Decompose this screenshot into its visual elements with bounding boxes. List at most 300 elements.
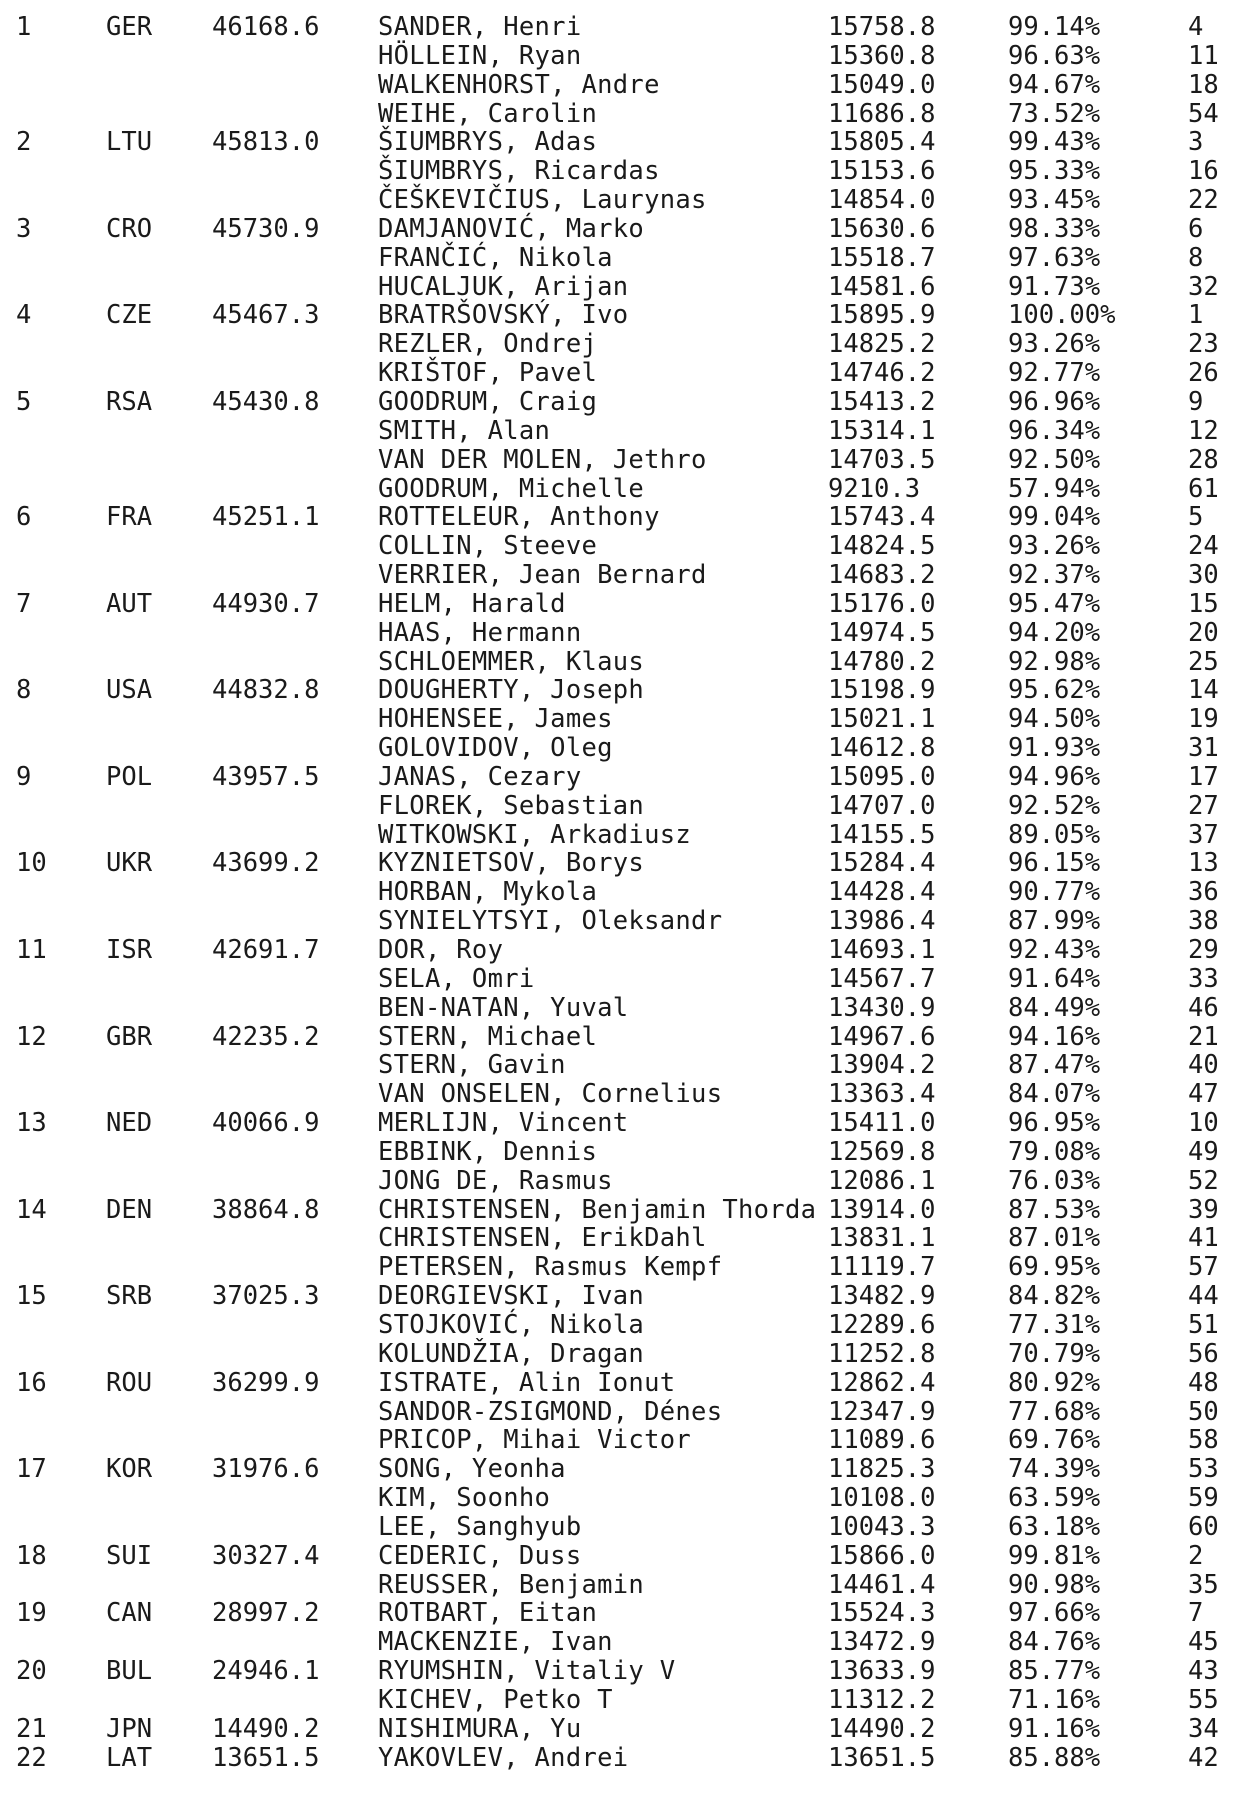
table-row: [0, 1657, 1242, 1686]
shooter-place: 31: [1188, 733, 1219, 764]
shooter-score: 14567.7: [828, 963, 936, 994]
shooter-place: 43: [1188, 1656, 1219, 1687]
shooter-score: 14683.2: [828, 560, 936, 591]
shooter-name: CEDERIC, Duss: [378, 1540, 582, 1571]
shooter-percent: 63.18%: [1008, 1511, 1101, 1542]
table-row: [0, 1023, 1242, 1052]
shooter-score: 14974.5: [828, 617, 936, 648]
shooter-percent: 80.92%: [1008, 1367, 1101, 1398]
shooter-score: 10108.0: [828, 1483, 936, 1514]
team-rank: 18: [16, 1540, 47, 1571]
table-row: [0, 1253, 1242, 1282]
shooter-place: 16: [1188, 156, 1219, 187]
table-row: [0, 503, 1242, 532]
shooter-percent: 69.76%: [1008, 1425, 1101, 1456]
shooter-score: 14746.2: [828, 358, 936, 389]
table-row: [0, 1051, 1242, 1080]
shooter-place: 18: [1188, 69, 1219, 100]
shooter-score: 15866.0: [828, 1540, 936, 1571]
nation-code: POL: [106, 761, 153, 792]
shooter-percent: 90.77%: [1008, 877, 1101, 908]
shooter-score: 15411.0: [828, 1108, 936, 1139]
shooter-place: 50: [1188, 1396, 1219, 1427]
shooter-place: 9: [1188, 386, 1204, 417]
shooter-place: 1: [1188, 300, 1204, 331]
table-row: [0, 763, 1242, 792]
shooter-name: CHRISTENSEN, Benjamin Thorda: [378, 1194, 817, 1225]
shooter-name: SANDER, Henri: [378, 12, 582, 42]
shooter-percent: 92.50%: [1008, 444, 1101, 475]
shooter-score: 12289.6: [828, 1309, 936, 1340]
table-row: [0, 475, 1242, 504]
shooter-score: 11825.3: [828, 1454, 936, 1485]
shooter-place: 17: [1188, 761, 1219, 792]
table-row: [0, 244, 1242, 273]
shooter-name: CHRISTENSEN, ErikDahl: [378, 1223, 707, 1254]
team-total: 30327.4: [212, 1540, 320, 1571]
shooter-percent: 93.26%: [1008, 329, 1101, 360]
table-row: [0, 388, 1242, 417]
team-total: 28997.2: [212, 1598, 320, 1629]
shooter-score: 14612.8: [828, 733, 936, 764]
nation-code: ISR: [106, 935, 153, 965]
team-rank: 3: [16, 213, 32, 244]
shooter-name: EBBINK, Dennis: [378, 1136, 598, 1167]
shooter-place: 58: [1188, 1425, 1219, 1456]
table-row: [0, 157, 1242, 186]
shooter-place: 52: [1188, 1165, 1219, 1196]
table-row: [0, 1628, 1242, 1657]
shooter-percent: 99.14%: [1008, 12, 1101, 42]
shooter-score: 9210.3: [828, 473, 921, 504]
shooter-place: 47: [1188, 1079, 1219, 1110]
shooter-place: 53: [1188, 1454, 1219, 1485]
nation-code: AUT: [106, 588, 153, 619]
shooter-place: 25: [1188, 646, 1219, 677]
shooter-percent: 97.63%: [1008, 242, 1101, 273]
team-total: 45730.9: [212, 213, 320, 244]
team-rank: 13: [16, 1108, 47, 1139]
shooter-score: 12569.8: [828, 1136, 936, 1167]
shooter-percent: 91.73%: [1008, 271, 1101, 302]
shooter-percent: 92.52%: [1008, 790, 1101, 821]
team-rank: 16: [16, 1367, 47, 1398]
shooter-place: 35: [1188, 1569, 1219, 1600]
team-total: 43699.2: [212, 848, 320, 879]
shooter-name: REUSSER, Benjamin: [378, 1569, 645, 1600]
table-row: [0, 965, 1242, 994]
shooter-place: 38: [1188, 906, 1219, 937]
table-row: [0, 330, 1242, 359]
shooter-percent: 95.62%: [1008, 675, 1101, 706]
shooter-place: 33: [1188, 963, 1219, 994]
shooter-percent: 84.07%: [1008, 1079, 1101, 1110]
table-row: [0, 994, 1242, 1023]
table-row: [0, 100, 1242, 129]
shooter-score: 13482.9: [828, 1281, 936, 1312]
table-row: [0, 676, 1242, 705]
shooter-score: 15198.9: [828, 675, 936, 706]
shooter-name: DOUGHERTY, Joseph: [378, 675, 645, 706]
shooter-name: HORBAN, Mykola: [378, 877, 598, 908]
shooter-percent: 85.88%: [1008, 1742, 1101, 1773]
shooter-score: 11119.7: [828, 1252, 936, 1283]
shooter-percent: 77.68%: [1008, 1396, 1101, 1427]
nation-code: GBR: [106, 1021, 153, 1052]
table-row: [0, 821, 1242, 850]
shooter-score: 14825.2: [828, 329, 936, 360]
shooter-percent: 99.04%: [1008, 502, 1101, 533]
shooter-name: DEORGIEVSKI, Ivan: [378, 1281, 645, 1312]
shooter-place: 12: [1188, 415, 1219, 446]
shooter-score: 11252.8: [828, 1338, 936, 1369]
shooter-place: 23: [1188, 329, 1219, 360]
shooter-percent: 87.53%: [1008, 1194, 1101, 1225]
table-row: [0, 273, 1242, 302]
shooter-score: 12086.1: [828, 1165, 936, 1196]
team-total: 24946.1: [212, 1656, 320, 1687]
shooter-score: 14693.1: [828, 935, 936, 965]
nation-code: CRO: [106, 213, 153, 244]
shooter-score: 13472.9: [828, 1627, 936, 1658]
nation-code: CZE: [106, 300, 153, 331]
table-row: [0, 71, 1242, 100]
nation-code: USA: [106, 675, 153, 706]
shooter-score: 15176.0: [828, 588, 936, 619]
shooter-name: WITKOWSKI, Arkadiusz: [378, 819, 692, 850]
table-row: [0, 878, 1242, 907]
shooter-score: 14581.6: [828, 271, 936, 302]
nation-code: CAN: [106, 1598, 153, 1629]
shooter-percent: 94.96%: [1008, 761, 1101, 792]
shooter-place: 29: [1188, 935, 1219, 965]
shooter-place: 32: [1188, 271, 1219, 302]
team-total: 44832.8: [212, 675, 320, 706]
shooter-name: JANAS, Cezary: [378, 761, 582, 792]
shooter-name: SCHLOEMMER, Klaus: [378, 646, 645, 677]
shooter-percent: 63.59%: [1008, 1483, 1101, 1514]
shooter-name: GOODRUM, Craig: [378, 386, 598, 417]
shooter-name: KIM, Soonho: [378, 1483, 551, 1514]
shooter-name: NISHIMURA, Yu: [378, 1713, 582, 1744]
shooter-name: MACKENZIE, Ivan: [378, 1627, 613, 1658]
shooter-score: 13986.4: [828, 906, 936, 937]
shooter-percent: 92.37%: [1008, 560, 1101, 591]
shooter-place: 27: [1188, 790, 1219, 821]
shooter-score: 14854.0: [828, 185, 936, 216]
nation-code: RSA: [106, 386, 153, 417]
shooter-name: VAN ONSELEN, Cornelius: [378, 1079, 723, 1110]
shooter-place: 42: [1188, 1742, 1219, 1773]
shooter-place: 11: [1188, 40, 1219, 71]
nation-code: ROU: [106, 1367, 153, 1398]
shooter-name: KICHEV, Petko T: [378, 1684, 613, 1715]
shooter-percent: 99.81%: [1008, 1540, 1101, 1571]
shooter-place: 41: [1188, 1223, 1219, 1254]
table-row: [0, 1340, 1242, 1369]
shooter-name: SONG, Yeonha: [378, 1454, 566, 1485]
shooter-place: 45: [1188, 1627, 1219, 1658]
nation-code: DEN: [106, 1194, 153, 1225]
shooter-name: WEIHE, Carolin: [378, 98, 598, 129]
shooter-percent: 94.20%: [1008, 617, 1101, 648]
shooter-name: HOHENSEE, James: [378, 704, 613, 735]
shooter-name: KOLUNDŽIA, Dragan: [378, 1338, 645, 1369]
team-rank: 11: [16, 935, 47, 965]
shooter-name: BRATRŠOVSKÝ, Ivo: [378, 300, 629, 331]
team-total: 13651.5: [212, 1742, 320, 1773]
nation-code: GER: [106, 12, 153, 42]
table-row: [0, 532, 1242, 561]
shooter-place: 39: [1188, 1194, 1219, 1225]
shooter-percent: 84.76%: [1008, 1627, 1101, 1658]
table-row: [0, 849, 1242, 878]
shooter-name: FRANČIĆ, Nikola: [378, 242, 613, 273]
shooter-name: HAAS, Hermann: [378, 617, 582, 648]
shooter-name: SANDOR-ZSIGMOND, Dénes: [378, 1396, 723, 1427]
team-total: 38864.8: [212, 1194, 320, 1225]
shooter-percent: 97.66%: [1008, 1598, 1101, 1629]
shooter-score: 13430.9: [828, 992, 936, 1023]
table-row: [0, 1138, 1242, 1167]
shooter-score: 14461.4: [828, 1569, 936, 1600]
shooter-percent: 94.50%: [1008, 704, 1101, 735]
shooter-place: 49: [1188, 1136, 1219, 1167]
team-total: 14490.2: [212, 1713, 320, 1744]
shooter-percent: 92.77%: [1008, 358, 1101, 389]
shooter-percent: 95.33%: [1008, 156, 1101, 187]
team-total: 45251.1: [212, 502, 320, 533]
shooter-name: ISTRATE, Alin Ionut: [378, 1367, 676, 1398]
shooter-place: 3: [1188, 127, 1204, 158]
shooter-name: MERLIJN, Vincent: [378, 1108, 629, 1139]
shooter-score: 15095.0: [828, 761, 936, 792]
team-rank: 1: [16, 12, 32, 42]
shooter-score: 12347.9: [828, 1396, 936, 1427]
shooter-name: ŠIUMBRYS, Ricardas: [378, 156, 660, 187]
shooter-place: 51: [1188, 1309, 1219, 1340]
shooter-percent: 93.45%: [1008, 185, 1101, 216]
table-row: [0, 1224, 1242, 1253]
table-row: [0, 1369, 1242, 1398]
shooter-score: 15413.2: [828, 386, 936, 417]
shooter-score: 13651.5: [828, 1742, 936, 1773]
shooter-name: VAN DER MOLEN, Jethro: [378, 444, 707, 475]
team-rank: 21: [16, 1713, 47, 1744]
shooter-percent: 91.16%: [1008, 1713, 1101, 1744]
shooter-score: 14490.2: [828, 1713, 936, 1744]
shooter-place: 8: [1188, 242, 1204, 273]
shooter-percent: 87.99%: [1008, 906, 1101, 937]
shooter-name: GOLOVIDOV, Oleg: [378, 733, 613, 764]
nation-code: SUI: [106, 1540, 153, 1571]
team-rank: 2: [16, 127, 32, 158]
team-rank: 4: [16, 300, 32, 331]
team-rank: 15: [16, 1281, 47, 1312]
shooter-score: 14703.5: [828, 444, 936, 475]
shooter-percent: 76.03%: [1008, 1165, 1101, 1196]
team-total: 42235.2: [212, 1021, 320, 1052]
shooter-percent: 96.95%: [1008, 1108, 1101, 1139]
shooter-place: 5: [1188, 502, 1204, 533]
shooter-place: 61: [1188, 473, 1219, 504]
shooter-place: 46: [1188, 992, 1219, 1023]
table-row: [0, 648, 1242, 677]
shooter-score: 15049.0: [828, 69, 936, 100]
table-row: [0, 1282, 1242, 1311]
nation-code: KOR: [106, 1454, 153, 1485]
shooter-percent: 94.67%: [1008, 69, 1101, 100]
table-row: [0, 1542, 1242, 1571]
team-total: 42691.7: [212, 935, 320, 965]
nation-code: JPN: [106, 1713, 153, 1744]
shooter-name: JONG DE, Rasmus: [378, 1165, 613, 1196]
shooter-percent: 70.79%: [1008, 1338, 1101, 1369]
shooter-name: HÖLLEIN, Ryan: [378, 40, 582, 71]
shooter-score: 15895.9: [828, 300, 936, 331]
shooter-percent: 96.63%: [1008, 40, 1101, 71]
shooter-percent: 87.01%: [1008, 1223, 1101, 1254]
team-rank: 5: [16, 386, 32, 417]
table-row: [0, 1311, 1242, 1340]
shooter-score: 11312.2: [828, 1684, 936, 1715]
shooter-place: 36: [1188, 877, 1219, 908]
shooter-percent: 96.96%: [1008, 386, 1101, 417]
shooter-name: GOODRUM, Michelle: [378, 473, 645, 504]
shooter-name: ČEŠKEVIČIUS, Laurynas: [378, 185, 707, 216]
shooter-name: KRIŠTOF, Pavel: [378, 358, 598, 389]
team-total: 46168.6: [212, 12, 320, 42]
shooter-name: VERRIER, Jean Bernard: [378, 560, 707, 591]
team-rank: 9: [16, 761, 32, 792]
shooter-place: 14: [1188, 675, 1219, 706]
table-row: [0, 1513, 1242, 1542]
shooter-place: 20: [1188, 617, 1219, 648]
shooter-score: 13914.0: [828, 1194, 936, 1225]
shooter-score: 14707.0: [828, 790, 936, 821]
shooter-percent: 87.47%: [1008, 1050, 1101, 1081]
shooter-name: WALKENHORST, Andre: [378, 69, 660, 100]
team-total: 31976.6: [212, 1454, 320, 1485]
shooter-percent: 92.43%: [1008, 935, 1101, 965]
shooter-name: DOR, Roy: [378, 935, 504, 965]
shooter-percent: 96.15%: [1008, 848, 1101, 879]
table-row: [0, 1455, 1242, 1484]
shooter-percent: 77.31%: [1008, 1309, 1101, 1340]
team-total: 45813.0: [212, 127, 320, 158]
shooter-place: 6: [1188, 213, 1204, 244]
shooter-place: 56: [1188, 1338, 1219, 1369]
shooter-place: 10: [1188, 1108, 1219, 1139]
shooter-percent: 95.47%: [1008, 588, 1101, 619]
table-row: [0, 1571, 1242, 1600]
shooter-name: YAKOVLEV, Andrei: [378, 1742, 629, 1773]
team-results-table: [0, 13, 1242, 1772]
shooter-name: HELM, Harald: [378, 588, 566, 619]
team-total: 37025.3: [212, 1281, 320, 1312]
table-row: [0, 215, 1242, 244]
table-row: [0, 936, 1242, 965]
shooter-name: ROTBART, Eitan: [378, 1598, 598, 1629]
shooter-name: KYZNIETSOV, Borys: [378, 848, 645, 879]
shooter-percent: 98.33%: [1008, 213, 1101, 244]
shooter-name: STOJKOVIĆ, Nikola: [378, 1309, 645, 1340]
shooter-name: RYUMSHIN, Vitaliy V: [378, 1656, 676, 1687]
table-row: [0, 734, 1242, 763]
nation-code: FRA: [106, 502, 153, 533]
shooter-place: 44: [1188, 1281, 1219, 1312]
shooter-score: 13633.9: [828, 1656, 936, 1687]
shooter-percent: 74.39%: [1008, 1454, 1101, 1485]
shooter-place: 21: [1188, 1021, 1219, 1052]
shooter-score: 12862.4: [828, 1367, 936, 1398]
team-rank: 22: [16, 1742, 47, 1773]
shooter-name: STERN, Michael: [378, 1021, 598, 1052]
team-rank: 10: [16, 848, 47, 879]
team-rank: 8: [16, 675, 32, 706]
shooter-score: 11686.8: [828, 98, 936, 129]
table-row: [0, 1398, 1242, 1427]
shooter-score: 15524.3: [828, 1598, 936, 1629]
table-row: [0, 128, 1242, 157]
shooter-place: 24: [1188, 531, 1219, 562]
shooter-place: 30: [1188, 560, 1219, 591]
table-row: [0, 186, 1242, 215]
team-rank: 14: [16, 1194, 47, 1225]
shooter-name: COLLIN, Steeve: [378, 531, 598, 562]
shooter-score: 13904.2: [828, 1050, 936, 1081]
team-total: 44930.7: [212, 588, 320, 619]
shooter-percent: 79.08%: [1008, 1136, 1101, 1167]
shooter-percent: 99.43%: [1008, 127, 1101, 158]
shooter-name: SMITH, Alan: [378, 415, 551, 446]
shooter-place: 54: [1188, 98, 1219, 129]
table-row: [0, 417, 1242, 446]
shooter-name: ROTTELEUR, Anthony: [378, 502, 660, 533]
table-row: [0, 1599, 1242, 1628]
shooter-place: 19: [1188, 704, 1219, 735]
table-row: [0, 1715, 1242, 1744]
table-row: [0, 590, 1242, 619]
shooter-place: 40: [1188, 1050, 1219, 1081]
shooter-percent: 89.05%: [1008, 819, 1101, 850]
table-row: [0, 705, 1242, 734]
shooter-name: SYNIELYTSYI, Oleksandr: [378, 906, 723, 937]
shooter-name: FLOREK, Sebastian: [378, 790, 645, 821]
shooter-name: REZLER, Ondrej: [378, 329, 598, 360]
shooter-place: 15: [1188, 588, 1219, 619]
nation-code: SRB: [106, 1281, 153, 1312]
shooter-name: LEE, Sanghyub: [378, 1511, 582, 1542]
shooter-score: 15758.8: [828, 12, 936, 42]
shooter-place: 59: [1188, 1483, 1219, 1514]
table-row: [0, 1109, 1242, 1138]
table-row: [0, 1744, 1242, 1773]
shooter-place: 7: [1188, 1598, 1204, 1629]
nation-code: UKR: [106, 848, 153, 879]
nation-code: LAT: [106, 1742, 153, 1773]
shooter-place: 48: [1188, 1367, 1219, 1398]
shooter-score: 15805.4: [828, 127, 936, 158]
shooter-score: 11089.6: [828, 1425, 936, 1456]
nation-code: BUL: [106, 1656, 153, 1687]
shooter-score: 15630.6: [828, 213, 936, 244]
table-row: [0, 619, 1242, 648]
shooter-place: 37: [1188, 819, 1219, 850]
table-row: [0, 561, 1242, 590]
shooter-score: 14155.5: [828, 819, 936, 850]
shooter-percent: 84.82%: [1008, 1281, 1101, 1312]
